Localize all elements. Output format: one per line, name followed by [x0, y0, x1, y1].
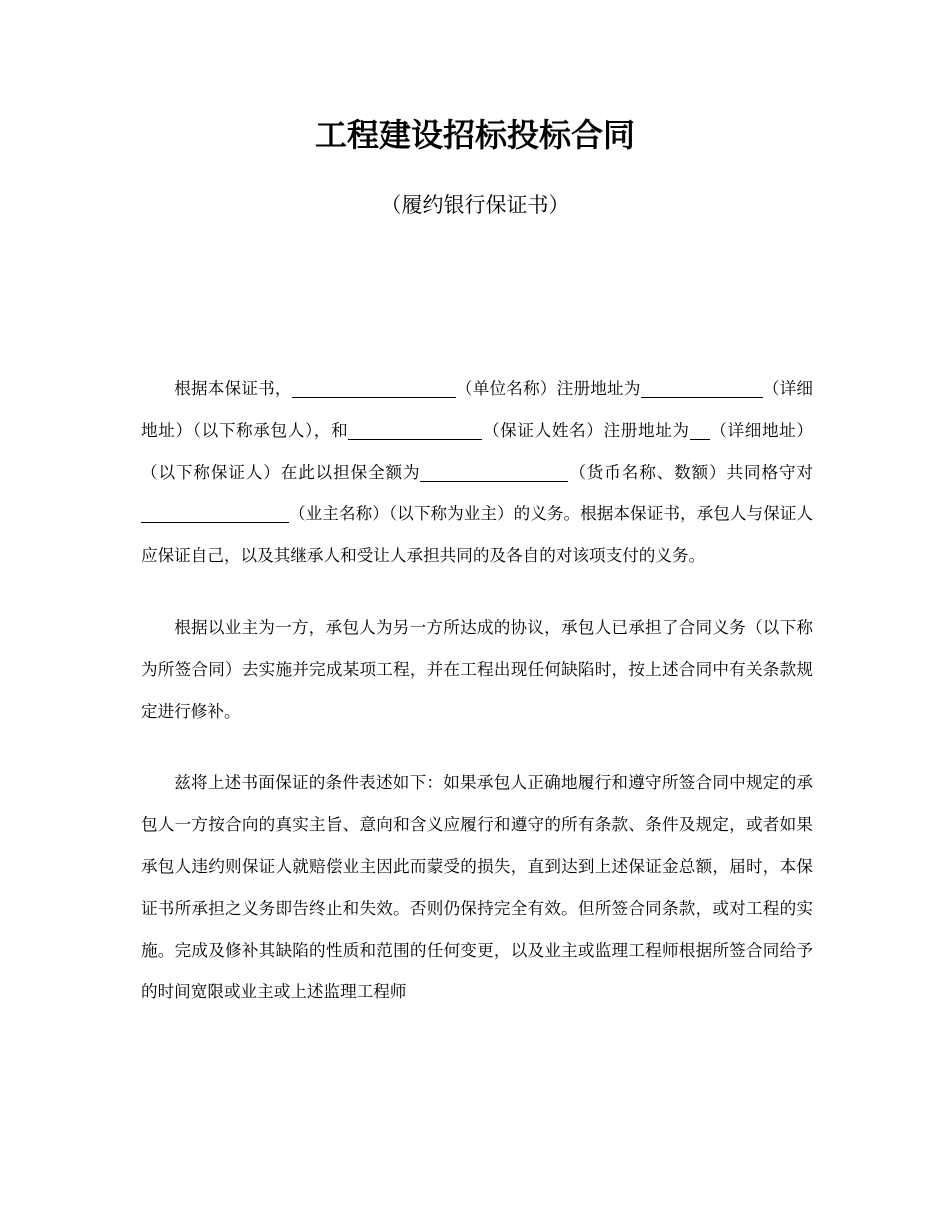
paragraph-guarantee-conditions: 兹将上述书面保证的条件表述如下：如果承包人正确地履行和遵守所签合同中规定的承包人一方按合向的真实主旨、意向和含义应履行和遵守的所有条款、条件及规定，或者如果承包人违约则保证人就赔偿业主因此而蒙受的损失，直到达到上述保证金总额，届时，本保证书所承担之义务即告终止和失效。否则仍保持完全有效。但所签合同条款，或对工程的实施。完成及修补其缺陷的性质和范围的任何变更，以及业主或监理工程师根据所签合同给予的时间宽限或业主或上述监理工程师 [141, 773, 813, 1002]
p1-text-3: （详细地址）（以下称承包人），和 [141, 379, 814, 440]
blank-unit-name [292, 379, 456, 398]
p1-text-6: （货币名称、数额）共同格守对 [568, 462, 814, 482]
p1-text-7: （业主名称）（以下称为业主）的义务。根据本保证书，承包人与保证人应保证自己，以及其继承人和受让人承担共同的及各自的对该项支付的义务。 [141, 504, 813, 566]
p1-text-1: 根据本保证书， [174, 379, 292, 398]
document-body [141, 368, 813, 1013]
blank-contractor-address [641, 379, 763, 398]
document-subtitle: （履约银行保证书） [380, 193, 570, 217]
paragraph-guarantee-parties [141, 368, 813, 577]
blank-guarantor-name [348, 421, 482, 440]
paragraph-contract-obligation: 根据以业主为一方，承包人为另一方所达成的协议，承包人已承担了合同义务（以下称为所签合同）去实施并完成某项工程，并在工程出现任何缺陷时，按上述合同中有关条款规定进行修补。 [141, 617, 813, 721]
p1-text-2: （单位名称）注册地址为 [455, 379, 641, 398]
p1-text-4: （保证人姓名）注册地址为 [482, 420, 690, 440]
blank-guarantee-amount [420, 463, 568, 482]
document-title: 工程建设招标投标合同 [314, 116, 635, 154]
p1-text-5: （详细地址）（以下称保证人）在此以担保全额为 [141, 420, 814, 482]
blank-guarantor-address [690, 421, 710, 440]
blank-owner-name [141, 504, 289, 523]
